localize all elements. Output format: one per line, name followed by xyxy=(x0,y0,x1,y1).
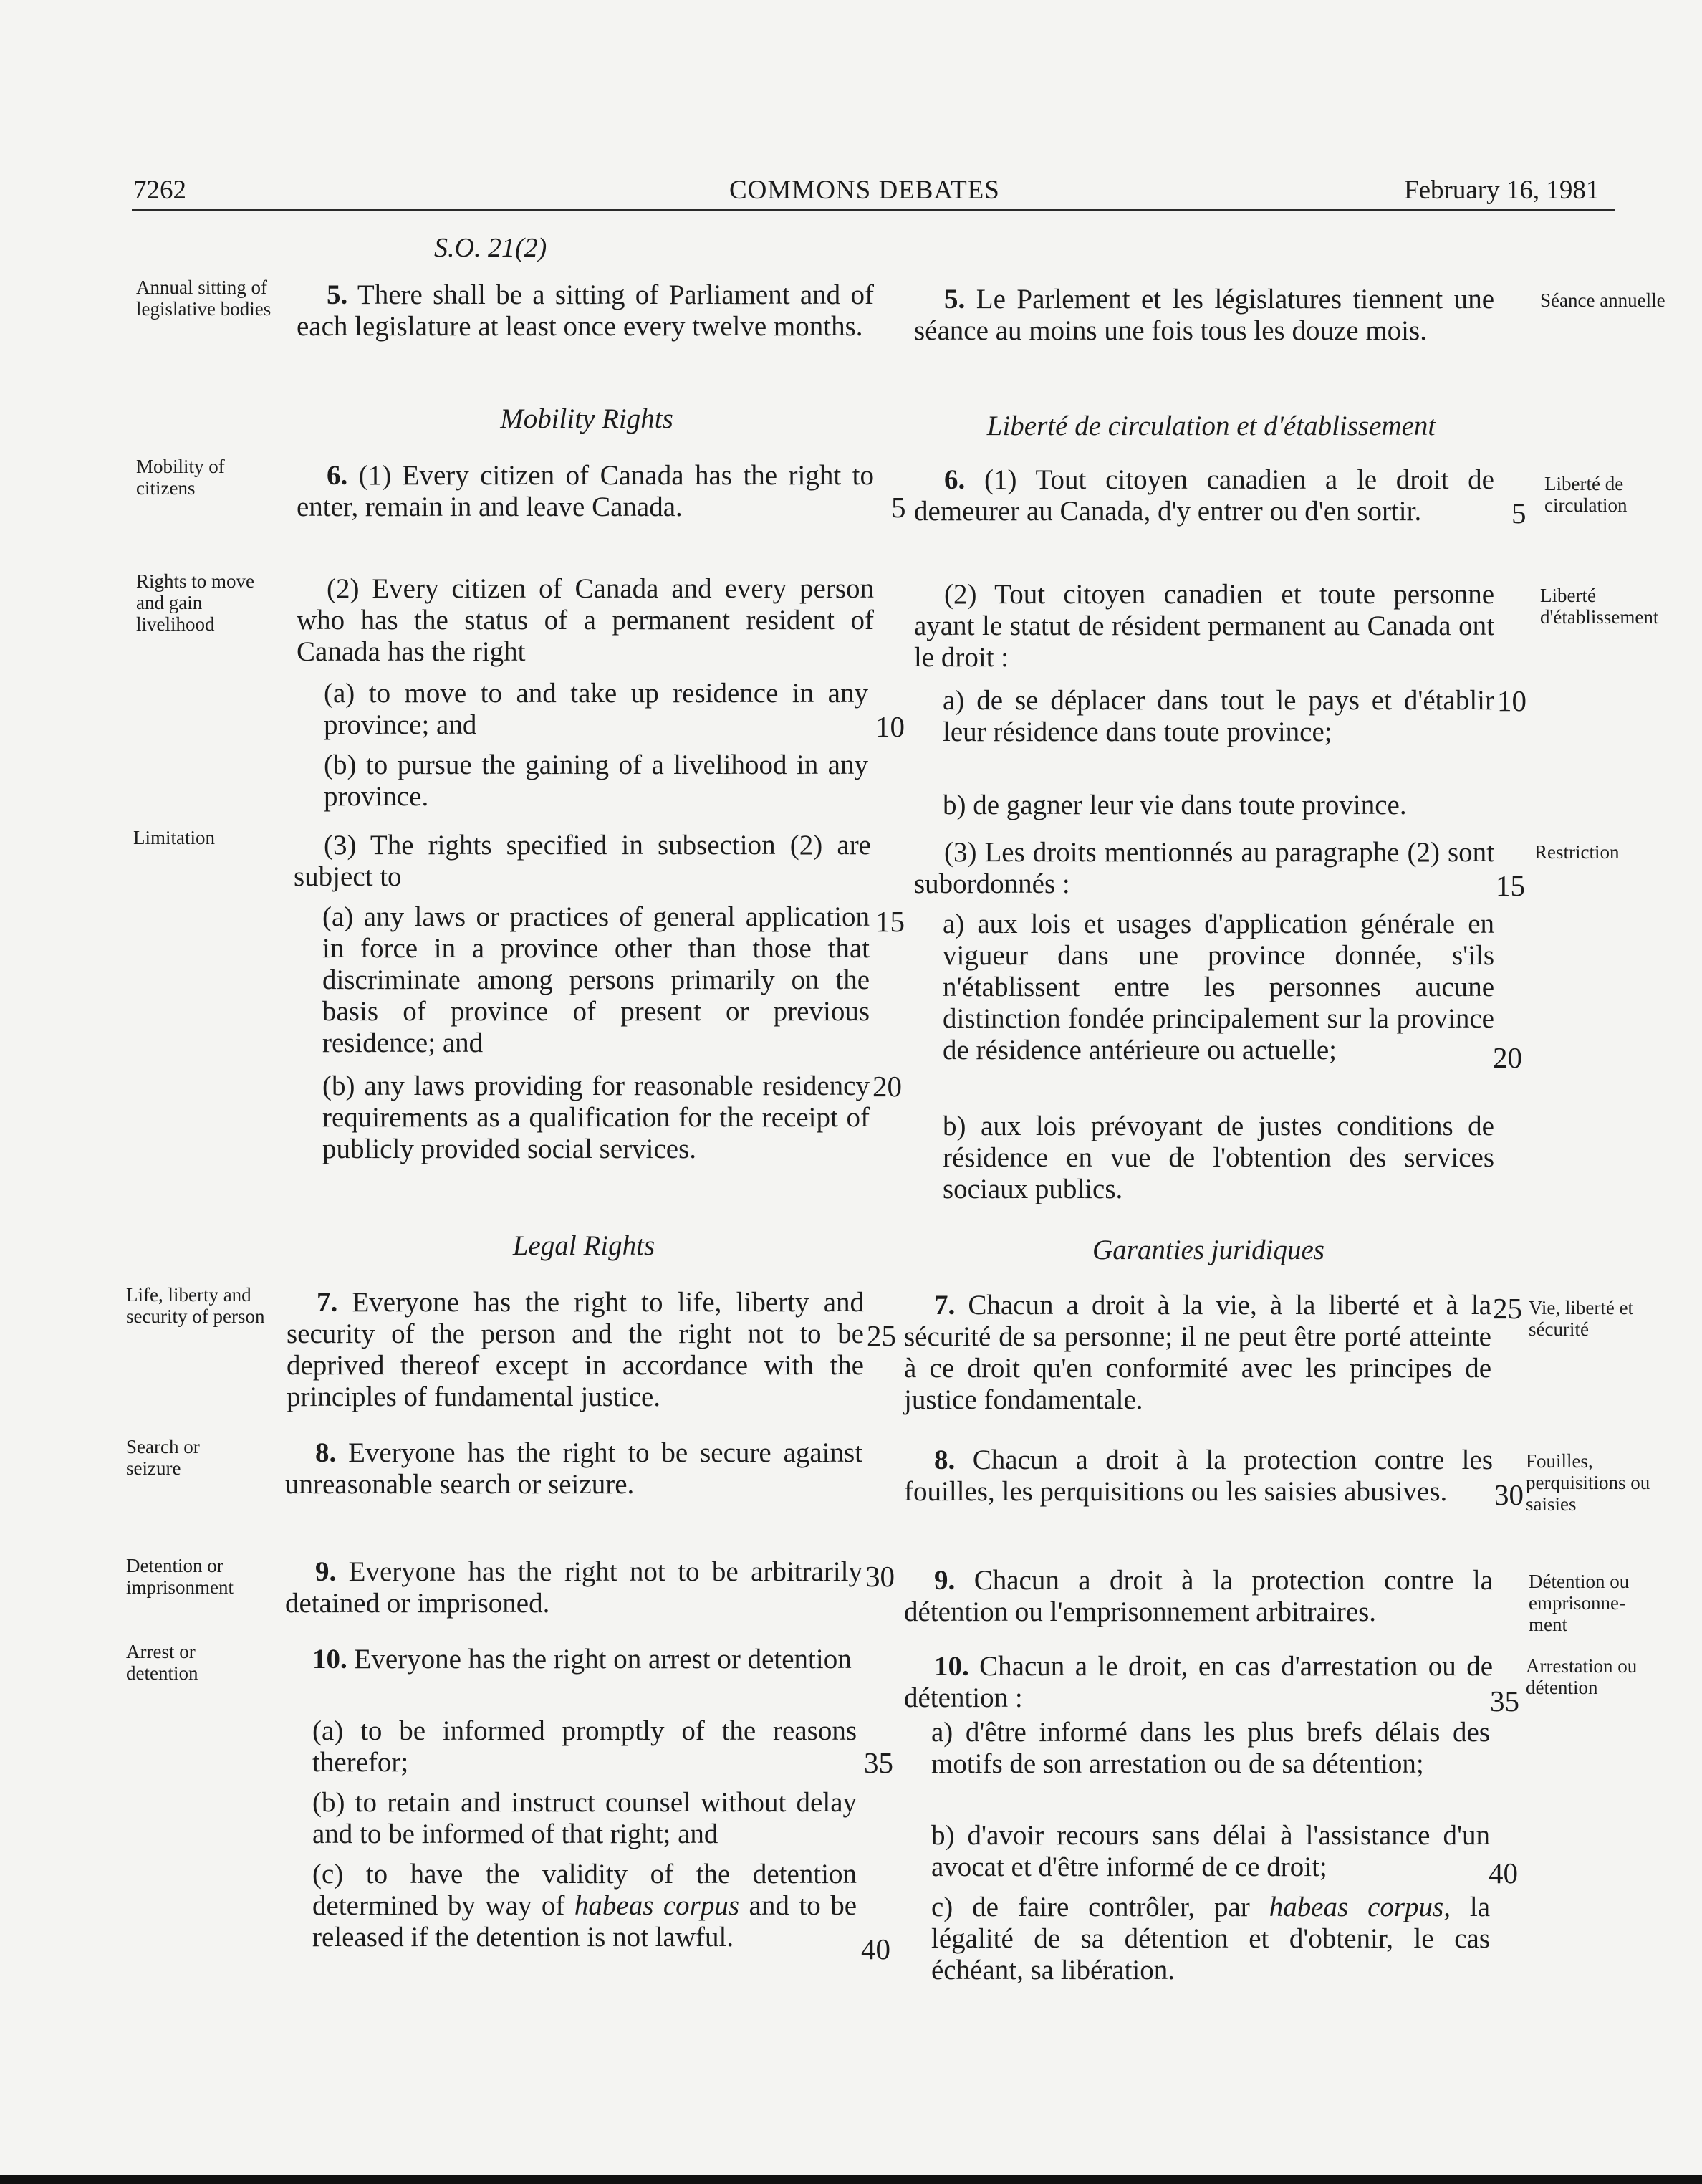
section-10-en: 10. Everyone has the right on arrest or detention xyxy=(312,1644,852,1675)
line-number: 25 xyxy=(867,1319,896,1352)
margin-note-search: Search or seizure xyxy=(126,1436,200,1479)
section-6-3b-en: (b) any laws providing for reasonable residency requirements as a qualification for the receipt of publicly provided social services. xyxy=(322,1071,870,1164)
margin-note-arrest: Arrest or detention xyxy=(126,1641,198,1684)
section-10c-en: (c) to have the validity of the detention determined by way of habeas corpus and to be released if the detention is not lawful. xyxy=(312,1859,857,1953)
header-rule xyxy=(132,209,1615,211)
section-number: 7. xyxy=(317,1287,338,1318)
section-6-2a-fr: a) de se déplacer dans tout le pays et d'établir leur résidence dans toute province; xyxy=(943,685,1494,747)
section-9-fr: 9. Chacun a droit à la protection contre la détention ou l'emprisonnement arbitraires. xyxy=(904,1565,1493,1627)
margin-note-fouilles: Fouilles, perquisitions ou saisies xyxy=(1526,1450,1650,1515)
line-number: 5 xyxy=(1511,497,1526,530)
margin-note-detention: Detention or imprisonment xyxy=(126,1555,234,1598)
margin-note-limitation: Limitation xyxy=(133,827,215,848)
section-8-fr: 8. Chacun a droit à la protection contre les fouilles, les perquisitions ou les saisies abusives. xyxy=(904,1445,1494,1507)
section-5-en: 5. There shall be a sitting of Parliament and of each legislature at least once every twelve months. xyxy=(297,279,875,342)
margin-note-life-liberty: Life, liberty and security of person xyxy=(126,1284,265,1327)
section-number: 7. xyxy=(934,1290,956,1321)
section-10a-fr: a) d'être informé dans les plus brefs délais des motifs de son arrestation ou de sa détention; xyxy=(931,1717,1490,1779)
section-6-3b-fr: b) aux lois prévoyant de justes conditions de résidence en vue de l'obtention des services sociaux publics. xyxy=(943,1111,1494,1204)
section-10b-en: (b) to retain and instruct counsel without delay and to be informed of that right; and xyxy=(312,1787,857,1849)
running-title: COMMONS DEBATES xyxy=(729,176,1000,205)
margin-note-seance-annuelle: Séance annuelle xyxy=(1540,289,1665,311)
heading-mobility-rights: Mobility Rights xyxy=(500,403,673,434)
heading-liberte-circulation: Liberté de circulation et d'établissement xyxy=(986,411,1436,441)
line-number: 15 xyxy=(875,905,905,938)
margin-note-mobility: Mobility of citizens xyxy=(136,456,225,499)
section-9-en: 9. Everyone has the right not to be arbitrarily detained or imprisoned. xyxy=(285,1556,862,1619)
line-number: 15 xyxy=(1496,869,1525,902)
heading-garanties-juridiques: Garanties juridiques xyxy=(1092,1235,1324,1265)
section-6-en: 6. (1) Every citizen of Canada has the right to enter, remain in and leave Canada. xyxy=(297,460,875,522)
line-number: 35 xyxy=(1490,1685,1519,1718)
section-6-3-fr: (3) Les droits mentionnés au paragraphe (2) sont subordonnés : xyxy=(914,837,1494,899)
line-number: 35 xyxy=(864,1746,893,1779)
line-number: 25 xyxy=(1493,1292,1522,1325)
margin-note-detention-fr: Détention ou emprisonne- ment xyxy=(1529,1571,1630,1635)
section-8-en: 8. Everyone has the right to be secure against unreasonable search or seizure. xyxy=(285,1437,862,1500)
section-6-3a-fr: a) aux lois et usages d'application générale en vigueur dans une province donnée, s'ils n'établissent entre les personnes aucune distinction fondée principalement sur la province de résidence antérieure ou actuelle; xyxy=(943,909,1494,1065)
section-number: 10. xyxy=(934,1651,969,1682)
section-10-fr: 10. Chacun a le droit, en cas d'arrestation ou de détention : xyxy=(904,1651,1494,1713)
section-6-3-en: (3) The rights specified in subsection (2) are subject to xyxy=(294,830,871,892)
page-number: 7262 xyxy=(133,176,186,205)
section-7-fr: 7. Chacun a droit à la vie, à la liberté et à la sécurité de sa personne; il ne peut être porté atteinte à ce droit qu'en conformité avec les principes de justice fondamentale. xyxy=(904,1290,1491,1415)
section-6-fr: 6. (1) Tout citoyen canadien a le droit de demeurer au Canada, d'y entrer ou d'en sortir. xyxy=(914,464,1494,527)
line-number: 5 xyxy=(891,491,906,524)
heading-legal-rights: Legal Rights xyxy=(512,1230,655,1261)
line-number: 40 xyxy=(861,1932,890,1965)
section-6-2-en: (2) Every citizen of Canada and every person who has the status of a permanent resident of Canada has the right xyxy=(297,573,874,667)
line-number: 30 xyxy=(865,1560,895,1593)
section-number: 6. xyxy=(327,460,348,491)
standing-order-reference: S.O. 21(2) xyxy=(434,233,547,263)
section-number: 10. xyxy=(312,1644,347,1675)
line-number: 10 xyxy=(1497,684,1526,717)
section-6-2a-en: (a) to move to and take up residence in any province; and xyxy=(324,678,868,740)
section-10c-fr: c) de faire contrôler, par habeas corpus, la légalité de sa détention et d'obtenir, le cas échéant, sa libération. xyxy=(931,1892,1491,1986)
margin-note-annual-sitting: Annual sitting of legislative bodies xyxy=(136,277,271,320)
section-6-2-fr: (2) Tout citoyen canadien et toute personne ayant le statut de résident permanent au Canada ont le droit : xyxy=(914,579,1494,673)
margin-note-arrestation: Arrestation ou détention xyxy=(1526,1655,1638,1698)
section-6-2b-en: (b) to pursue the gaining of a livelihood in any province. xyxy=(324,749,868,812)
section-10b-fr: b) d'avoir recours sans délai à l'assistance d'un avocat et d'être informé de ce droit; xyxy=(931,1820,1490,1882)
margin-note-rights-to-move: Rights to move and gain livelihood xyxy=(136,570,255,635)
section-number: 9. xyxy=(934,1565,956,1596)
line-number: 40 xyxy=(1489,1857,1518,1890)
section-number: 5. xyxy=(327,279,348,310)
section-5-fr: 5. Le Parlement et les législatures tiennent une séance au moins une fois tous les douze mois. xyxy=(914,284,1495,346)
scan-edge xyxy=(0,2175,1702,2184)
page-date: February 16, 1981 xyxy=(1404,176,1600,205)
line-number: 20 xyxy=(872,1070,902,1103)
section-number: 6. xyxy=(944,464,966,495)
margin-note-vie-liberte: Vie, liberté et sécurité xyxy=(1529,1297,1634,1340)
section-number: 5. xyxy=(944,284,966,315)
section-10a-en: (a) to be informed promptly of the reasons therefor; xyxy=(312,1715,857,1778)
line-number: 10 xyxy=(875,710,905,743)
section-number: 8. xyxy=(315,1437,337,1468)
margin-note-liberte-circulation: Liberté de circulation xyxy=(1544,473,1628,516)
margin-note-liberte-etablissement: Liberté d'établissement xyxy=(1540,585,1659,628)
section-6-2b-fr: b) de gagner leur vie dans toute province. xyxy=(943,790,1407,820)
section-number: 9. xyxy=(315,1556,337,1587)
margin-note-restriction: Restriction xyxy=(1534,841,1620,863)
section-number: 8. xyxy=(934,1445,956,1475)
line-number: 20 xyxy=(1493,1041,1522,1074)
section-7-en: 7. Everyone has the right to life, liberty and security of the person and the right not to be deprived thereof except in accordance with the principles of fundamental justice. xyxy=(287,1287,864,1412)
section-6-3a-en: (a) any laws or practices of general application in force in a province other than those that discriminate among persons primarily on the basis of province of present or previous residence; and xyxy=(322,901,870,1058)
line-number: 30 xyxy=(1494,1478,1524,1511)
